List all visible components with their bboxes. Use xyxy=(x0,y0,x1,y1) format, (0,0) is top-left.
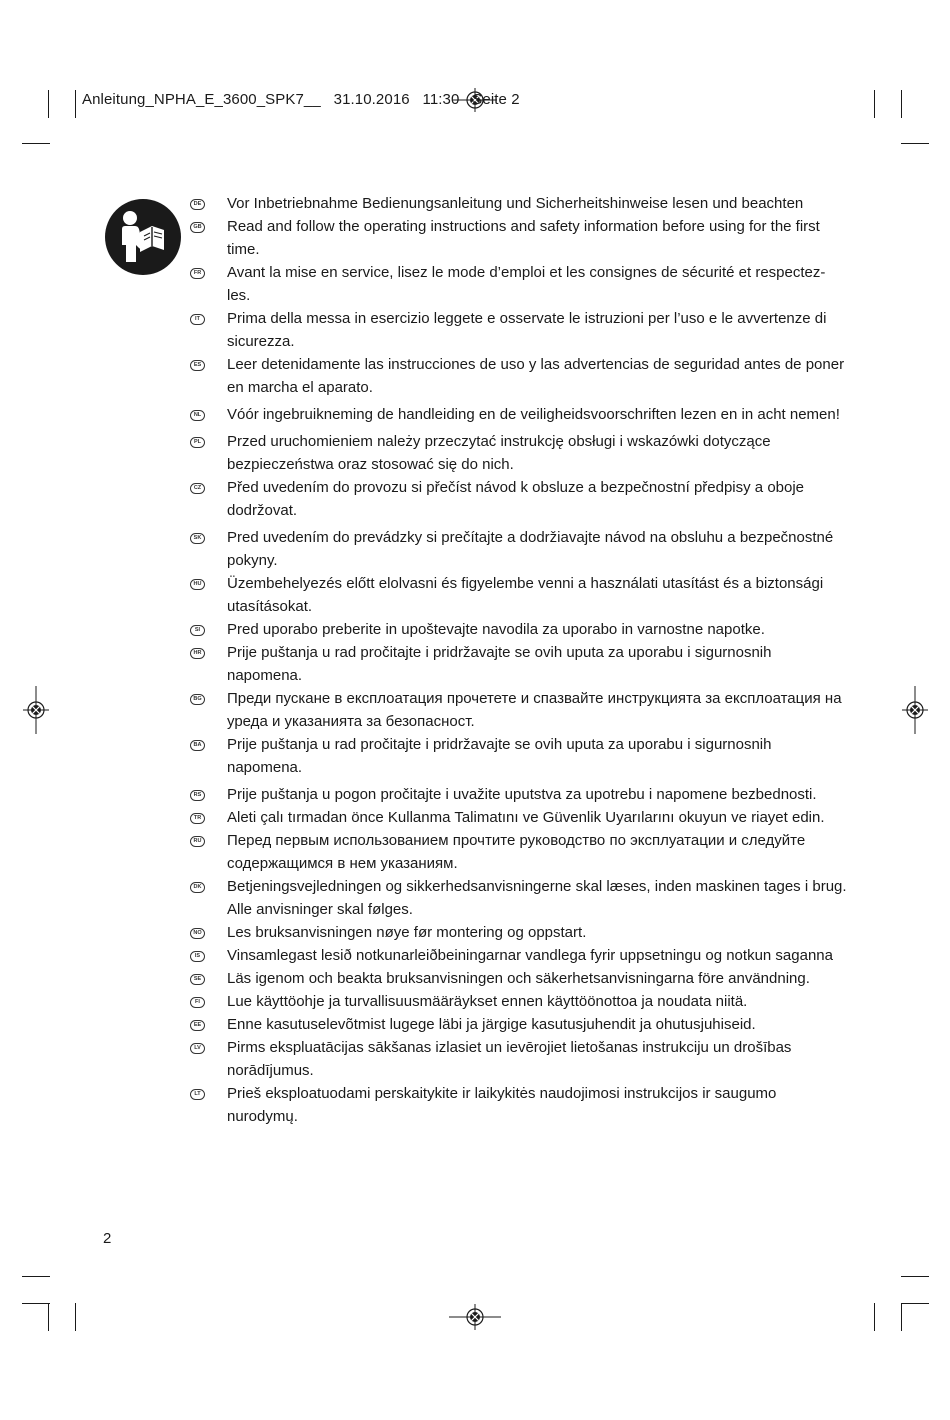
language-entry xyxy=(0,215,950,261)
crop-mark xyxy=(48,1303,49,1331)
instruction-text: Преди пускане в експлоатация прочетете и спазвайте инструкцията за експлоатация на уреда и указанията за безопасност. xyxy=(227,690,842,730)
instruction-text: Üzembehelyezés előtt elolvasni és figyelembe venni a használati utasítást és a biztonsági utasításokat. xyxy=(227,575,824,615)
language-code-badge: LT xyxy=(190,1089,205,1100)
language-entry xyxy=(0,353,950,399)
language-entry xyxy=(0,967,950,990)
language-entry xyxy=(0,403,950,426)
language-entry xyxy=(0,1036,950,1082)
crop-mark xyxy=(901,143,929,144)
print-slug xyxy=(82,91,520,108)
instruction-text: Před uvedením do provozu si přečíst návod k obsluze a bezpečnostní předpisy a oboje dodržovat. xyxy=(227,479,805,519)
instruction-text: Pirms ekspluatācijas sākšanas izlasiet un ievērojiet lietošanas instrukciju un drošības norādījumus. xyxy=(227,1039,792,1079)
language-entry xyxy=(0,476,950,522)
language-code-badge: FR xyxy=(190,268,205,279)
language-code-badge: HR xyxy=(190,648,205,659)
language-entry xyxy=(0,829,950,875)
language-code-badge: HU xyxy=(190,579,205,590)
language-entry xyxy=(0,307,950,353)
language-entry xyxy=(0,261,950,307)
instruction-text: Read and follow the operating instructions and safety information before using for the first time. xyxy=(227,218,820,258)
language-code-badge: DE xyxy=(190,199,205,210)
crop-mark xyxy=(874,1303,875,1331)
crop-mark xyxy=(48,90,49,118)
crop-mark xyxy=(75,1303,76,1331)
crop-mark xyxy=(901,90,902,118)
language-entry xyxy=(0,783,950,806)
instruction-text: Pred uporabo preberite in upoštevajte navodila za uporabo in varnostne napotke. xyxy=(227,621,765,638)
crop-mark xyxy=(901,1276,929,1277)
language-entry xyxy=(0,733,950,779)
instruction-text: Les bruksanvisningen nøye før montering og oppstart. xyxy=(227,924,587,941)
instruction-text: Enne kasutuselevõtmist lugege läbi ja järgige kasutusjuhendit ja ohutusjuhiseid. xyxy=(227,1016,756,1033)
instruction-text: Prije puštanja u rad pročitajte i pridržavajte se ovih uputa za uporabu i sigurnosnih napomena. xyxy=(227,644,772,684)
language-code-badge: RS xyxy=(190,790,205,801)
language-entry xyxy=(0,990,950,1013)
language-code-badge: LV xyxy=(190,1043,205,1054)
instruction-text: Vinsamlegast lesið notkunarleiðbeiningarnar vandlega fyrir uppsetningu og notkun saganna xyxy=(227,947,833,964)
slug-filename: Anleitung_NPHA_E_3600_SPK7__ xyxy=(82,91,321,108)
language-code-badge: BA xyxy=(190,740,205,751)
crop-mark xyxy=(874,90,875,118)
instruction-text: Betjeningsvejledningen og sikkerhedsanvisningerne skal læses, inden maskinen tages i brug. Alle anvisninger skal følges. xyxy=(227,878,847,918)
language-entry xyxy=(0,618,950,641)
language-list xyxy=(0,192,950,1128)
instruction-text: Aleti çalı tırmadan önce Kullanma Talimatını ve Güvenlik Uyarılarını okuyun ve riayet edin. xyxy=(227,809,825,826)
instruction-text: Prima della messa in esercizio leggete e osservate le istruzioni per l’uso e le avvertenze di sicurezza. xyxy=(227,310,827,350)
language-entry xyxy=(0,572,950,618)
crop-mark xyxy=(901,1303,902,1331)
language-entry xyxy=(0,944,950,967)
language-entry xyxy=(0,875,950,921)
language-entry xyxy=(0,687,950,733)
instruction-text: Prije puštanja u rad pročitajte i pridržavajte se ovih uputa za uporabu i sigurnosnih napomena. xyxy=(227,736,772,776)
registration-mark-icon xyxy=(449,1304,501,1330)
language-entry xyxy=(0,806,950,829)
language-code-badge: BG xyxy=(190,694,205,705)
instruction-text: Vóór ingebruikneming de handleiding en de veiligheidsvoorschriften lezen en in acht nemen! xyxy=(227,406,840,423)
language-code-badge: GB xyxy=(190,222,205,233)
language-code-badge: NL xyxy=(190,410,205,421)
language-code-badge: RU xyxy=(190,836,205,847)
language-code-badge: IT xyxy=(190,314,205,325)
language-code-badge: DK xyxy=(190,882,205,893)
instruction-text: Prije puštanja u pogon pročitajte i uvažite uputstva za upotrebu i napomene bezbednosti. xyxy=(227,786,817,803)
page-number: 2 xyxy=(103,1230,112,1247)
crop-mark xyxy=(22,1303,50,1304)
language-entry xyxy=(0,1013,950,1036)
language-entry xyxy=(0,430,950,476)
crop-mark xyxy=(901,1303,929,1304)
language-entry xyxy=(0,526,950,572)
crop-mark xyxy=(75,90,76,118)
language-code-badge: NO xyxy=(190,928,205,939)
instruction-text: Prieš eksploatuodami perskaitykite ir laikykitės naudojimosi instrukcijos ir saugumo nurodymų. xyxy=(227,1085,777,1125)
instruction-text: Läs igenom och beakta bruksanvisningen och säkerhetsanvisningarna före användning. xyxy=(227,970,810,987)
language-entry xyxy=(0,641,950,687)
language-code-badge: PL xyxy=(190,437,205,448)
language-code-badge: CZ xyxy=(190,483,205,494)
instruction-text: Avant la mise en service, lisez le mode d’emploi et les consignes de sécurité et respectez-les. xyxy=(227,264,826,304)
language-entry xyxy=(0,921,950,944)
instruction-text: Перед первым использованием прочтите руководство по эксплуатации и следуйте содержащимся в нем указаниям. xyxy=(227,832,806,872)
language-entry xyxy=(0,1082,950,1128)
language-code-badge: SK xyxy=(190,533,205,544)
language-code-badge: EE xyxy=(190,1020,205,1031)
crop-mark xyxy=(22,143,50,144)
instruction-text: Pred uvedením do prevádzky si prečítajte a dodržiavajte návod na obsluhu a bezpečnostné pokyny. xyxy=(227,529,834,569)
slug-time: 11:30 xyxy=(422,91,460,108)
slug-date: 31.10.2016 xyxy=(333,91,410,108)
instruction-text: Leer detenidamente las instrucciones de uso y las advertencias de seguridad antes de poner en marcha el aparato. xyxy=(227,356,845,396)
language-code-badge: TR xyxy=(190,813,205,824)
crop-mark xyxy=(22,1276,50,1277)
instruction-text: Przed uruchomieniem należy przeczytać instrukcję obsługi i wskazówki dotyczące bezpieczeństwa oraz stosować się do nich. xyxy=(227,433,771,473)
instruction-text: Vor Inbetriebnahme Bedienungsanleitung und Sicherheitshinweise lesen und beachten xyxy=(227,195,804,212)
language-entry xyxy=(0,192,950,215)
language-code-badge: SE xyxy=(190,974,205,985)
language-code-badge: SI xyxy=(190,625,205,636)
slug-page-label: Seite 2 xyxy=(472,91,520,108)
language-code-badge: IS xyxy=(190,951,205,962)
language-code-badge: FI xyxy=(190,997,205,1008)
instruction-text: Lue käyttöohje ja turvallisuusmääräykset ennen käyttöönottoa ja noudata niitä. xyxy=(227,993,748,1010)
language-code-badge: ES xyxy=(190,360,205,371)
